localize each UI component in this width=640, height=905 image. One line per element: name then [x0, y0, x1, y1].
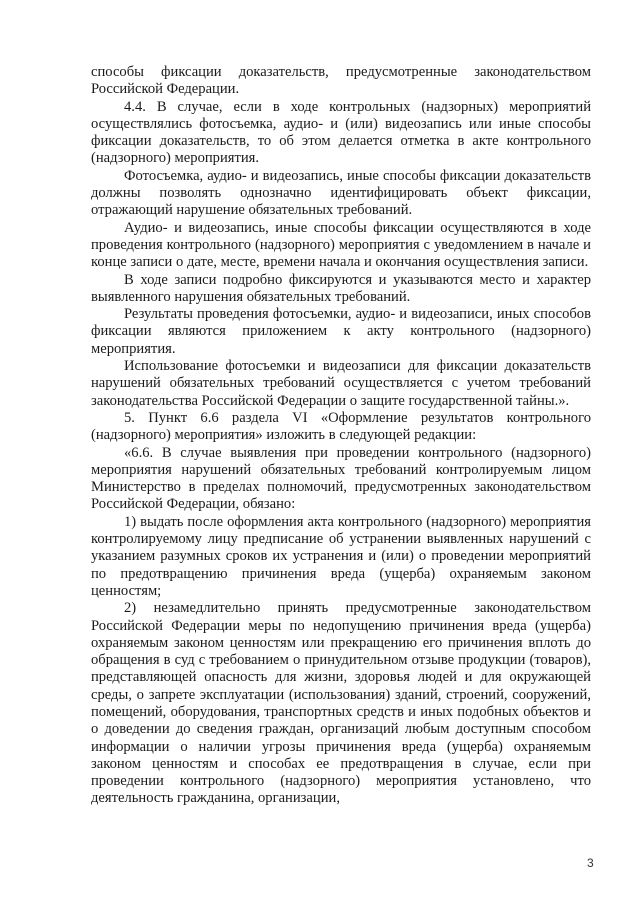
paragraph-recording-details: В ходе записи подробно фиксируются и указываются место и характер выявленного нарушения обязательных требований. [91, 271, 591, 305]
list-item-1: 1) выдать после оформления акта контрольного (надзорного) мероприятия контролируемому лицу предписание об устранении выявленных нарушений с указанием разумных сроков их устранения и (или) о проведении мероприятий по предотвращению причинения вреда (ущерба) охраняемым законом ценностям; [91, 513, 591, 599]
paragraph-results-appendix: Результаты проведения фотосъемки, аудио- и видеозаписи, иных способов фиксации являются приложением к акту контрольного (надзорного) мероприятия. [91, 306, 591, 357]
paragraph-state-secret: Использование фотосъемки и видеозаписи для фиксации доказательств нарушений обязательных требований осуществляется с учетом требований законодательства Российской Федерации о защите государственной тайны.». [91, 358, 591, 409]
paragraph-6-6: «6.6. В случае выявления при проведении контрольного (надзорного) мероприятия нарушений обязательных требований контролируемым лицом Министерство в пределах полномочий, предусмотренных законодательством Российской Федерации, обязано: [91, 444, 591, 513]
paragraph-photo-requirements: Фотосъемка, аудио- и видеозапись, иные способы фиксации доказательств должны позволять однозначно идентифицировать объект фиксации, отражающий нарушение обязательных требований. [91, 167, 591, 219]
page-number: 3 [587, 856, 594, 870]
paragraph-audio-video: Аудио- и видеозапись, иные способы фиксации осуществляются в ходе проведения контрольного (надзорного) мероприятия с уведомлением в начале и конце записи о дате, месте, времени начала и окончания осуществления записи. [91, 219, 591, 271]
paragraph-4-4: 4.4. В случае, если в ходе контрольных (надзорных) мероприятий осуществлялись фотосъемка, аудио- и (или) видеозапись или иные способы фиксации доказательств, то об этом делается отметка в акте контрольного (надзорного) мероприятия. [91, 98, 591, 167]
paragraph-item-5: 5. Пункт 6.6 раздела VI «Оформление результатов контрольного (надзорного) мероприятия» изложить в следующей редакции: [91, 409, 591, 444]
document-body [91, 64, 591, 808]
paragraph-continuation: способы фиксации доказательств, предусмотренные законодательством Российской Федерации. [91, 64, 591, 98]
list-item-2: 2) незамедлительно принять предусмотренные законодательством Российской Федерации меры по недопущению причинения вреда (ущерба) охраняемым законом ценностям или прекращению его причинения вплоть до обращения в суд с требованием о принудительном отзыве продукции (товаров), представляющей опасность для жизни, здоровья людей и для окружающей среды, о запрете эксплуатации (использования) зданий, строений, сооружений, помещений, оборудования, транспортных средств и иных подобных объектов и о доведении до сведения граждан, организаций любым доступным способом информации о наличии угрозы причинения вреда (ущерба) охраняемым законом ценностям и способах ее предотвращения в случае, если при проведении контрольного (надзорного) мероприятия установлено, что деятельность гражданина, организации, [91, 600, 591, 807]
